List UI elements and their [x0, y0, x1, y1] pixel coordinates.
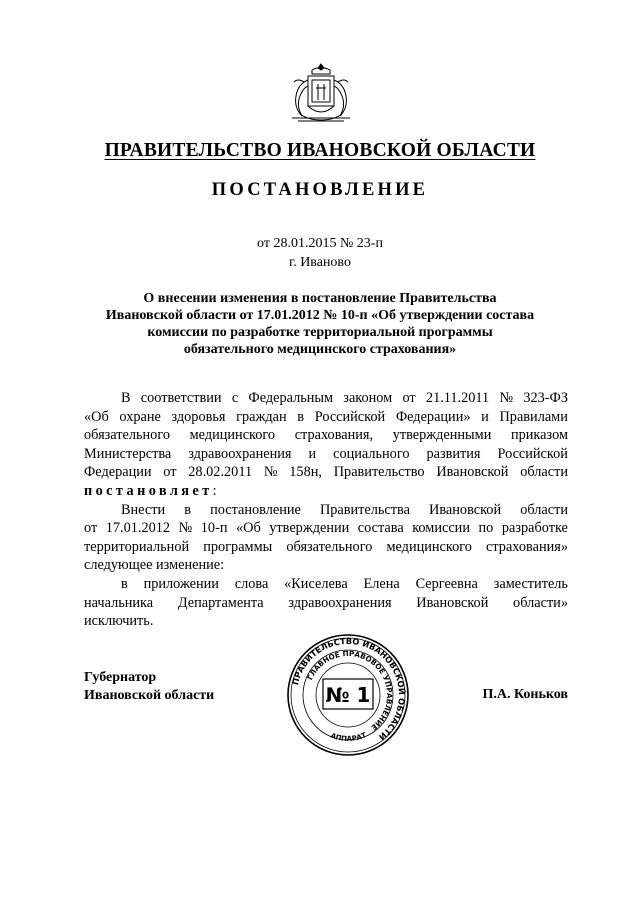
body-word: по: [478, 520, 494, 537]
body-word: начальника: [84, 594, 154, 611]
body-word: слова: [234, 575, 269, 592]
body-line: [84, 408, 568, 427]
body-word: Ивановской: [436, 464, 509, 481]
body-word: приказом: [510, 427, 568, 444]
body-word: приложении: [143, 575, 219, 592]
body-word: Федеральным: [248, 390, 334, 406]
body-line: [84, 389, 568, 408]
body-word: в: [184, 501, 191, 518]
document-body: [84, 389, 568, 631]
document-city: г. Иваново: [289, 255, 351, 270]
body-word: развития: [426, 445, 481, 462]
body-word: с: [231, 390, 239, 406]
subject-line: Ивановской области от 17.01.2012 № 10-п «Об утверждении состава: [105, 308, 535, 323]
subject-line: комиссии по разработке территориальной программы: [147, 325, 493, 340]
body-line: [84, 463, 568, 482]
body-word: постановление: [210, 501, 301, 518]
body-word: «Об: [84, 408, 109, 425]
body-word: №: [499, 390, 514, 406]
body-word: здравоохранения: [288, 594, 392, 611]
body-word: страхования»: [486, 538, 568, 555]
body-word: здравоохранения: [188, 445, 292, 462]
body-word: и: [481, 408, 489, 425]
body-word: Внести: [121, 501, 166, 518]
signatory-position: [84, 669, 214, 705]
body-word: Правилами: [499, 408, 568, 425]
body-line: [84, 445, 568, 464]
body-word: 10-п: [200, 520, 228, 537]
body-word: от: [163, 464, 177, 481]
government-title: ПРАВИТЕЛЬСТВО ИВАНОВСКОЙ ОБЛАСТИ: [104, 140, 536, 161]
body-word: медицинского: [189, 427, 276, 444]
body-word: «Киселева: [284, 575, 348, 592]
body-word: 323-ФЗ: [523, 390, 568, 406]
body-word: Ивановской: [416, 594, 489, 611]
subject-line: обязательного медицинского страхования»: [183, 342, 457, 357]
body-line: [84, 575, 568, 594]
body-word: в: [121, 575, 128, 592]
body-word: утверждении: [269, 520, 350, 537]
signatory-name: П.А. Коньков: [482, 687, 568, 702]
body-word: Департамента: [177, 594, 264, 611]
body-word: законом: [343, 390, 393, 406]
body-word: 28.02.2011: [188, 464, 253, 481]
body-line: [84, 519, 568, 538]
body-word: здоровья: [171, 408, 226, 425]
subject-line: О внесении изменения в постановление Правительства: [143, 291, 497, 306]
body-word: Правительство: [333, 464, 425, 481]
body-word: Ивановской: [429, 501, 502, 518]
body-word: страхования,: [294, 427, 374, 444]
body-word: территориальной: [84, 538, 190, 555]
body-word: Российской: [314, 408, 386, 425]
body-word: Правительства: [319, 501, 410, 518]
official-stamp: [286, 633, 410, 757]
body-word: 21.11.2011: [425, 390, 490, 406]
body-word: Федерации»: [395, 408, 471, 425]
body-word: области»: [513, 594, 568, 611]
body-line: [84, 426, 568, 445]
document-subject: [70, 290, 570, 358]
body-word: разработке: [501, 520, 568, 537]
stamp-number: № 1: [325, 683, 371, 707]
body-line: [84, 501, 568, 520]
body-word: В: [121, 390, 131, 406]
document-date-number: от 28.01.2015 № 23-п: [257, 236, 383, 251]
body-line: [84, 594, 568, 613]
body-word: области: [520, 501, 568, 518]
body-word: программы: [203, 538, 273, 555]
body-word: от: [402, 390, 416, 406]
body-line: следующее изменение:: [84, 557, 225, 574]
resolves-word: постановляет: [84, 482, 213, 499]
position-line: Ивановской области: [84, 688, 215, 703]
body-word: «Об: [236, 520, 261, 537]
body-line: [84, 538, 568, 557]
body-word: Федерации: [84, 464, 152, 481]
body-word: Российской: [497, 445, 568, 462]
body-word: утвержденными: [392, 427, 492, 444]
body-word: обязательного: [84, 427, 170, 444]
body-word: Сергеевна: [415, 575, 478, 592]
body-word: состава: [357, 520, 404, 537]
stamp-bottom-text: АППАРАТ: [329, 731, 368, 744]
resolves-line: [84, 482, 568, 501]
body-line: исключить.: [84, 613, 154, 630]
coat-of-arms-emblem: [288, 60, 354, 126]
body-word: №: [263, 464, 278, 481]
stamp-inner-text: ГЛАВНОЕ ПРАВОВОЕ УПРАВЛЕНИЕ: [305, 648, 395, 733]
body-word: заместитель: [493, 575, 568, 592]
body-word: Министерства: [84, 445, 172, 462]
position-line: Губернатор: [84, 670, 157, 685]
body-word: обязательного: [286, 538, 373, 555]
body-word: и: [308, 445, 317, 462]
body-word: 17.01.2012: [105, 520, 171, 537]
stamp-outer-text: ПРАВИТЕЛЬСТВО ИВАНОВСКОЙ ОБЛАСТИ: [290, 635, 408, 743]
body-word: соответствии: [140, 390, 222, 406]
body-word: Елена: [363, 575, 400, 592]
body-word: социального: [333, 445, 410, 462]
resolves-colon: :: [212, 482, 217, 499]
body-word: в: [297, 408, 305, 425]
body-word: от: [84, 520, 98, 537]
body-word: №: [178, 520, 193, 537]
body-word: граждан: [236, 408, 287, 425]
body-word: области: [520, 464, 568, 481]
body-word: 158н,: [289, 464, 322, 481]
document-type-title: ПОСТАНОВЛЕНИЕ: [211, 180, 429, 200]
body-word: медицинского: [386, 538, 472, 555]
body-word: охране: [119, 408, 161, 425]
body-word: комиссии: [412, 520, 470, 537]
